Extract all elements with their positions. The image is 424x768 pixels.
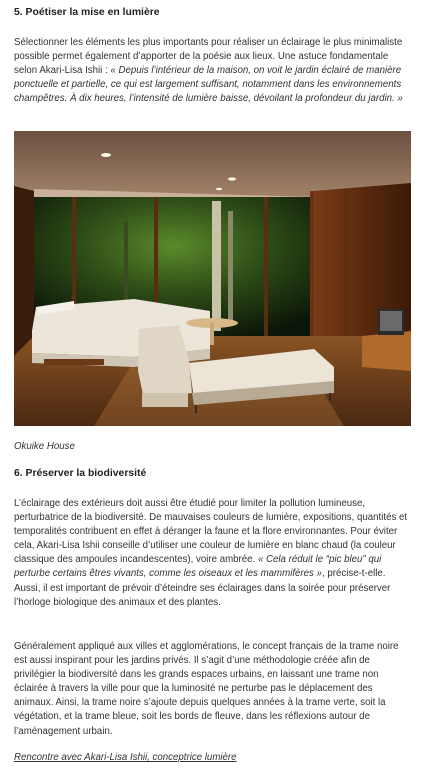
related-article-link[interactable]: Rencontre avec Akari-Lisa Ishii, conceptrice lumière — [14, 752, 237, 763]
paragraph-text-after: , précise-t-elle. Aussi, il est important de prévoir d’éteindre ses éclairages dans la soirée pour préserver l’horloge biologique des animaux et des plantes. — [14, 568, 391, 608]
section-6-paragraph-1 — [14, 497, 411, 610]
section-5-paragraph — [14, 36, 411, 106]
paragraph-text: Sélectionner les éléments les plus importants pour réaliser un éclairage le plus minimaliste possible permet également d’apporter de la poésie aux lieux. Une astuce fondamentale selon Akari-Lisa Ishii : — [14, 37, 403, 77]
section-heading-6: 6. Préserver la biodiversité — [14, 468, 147, 479]
bedroom-photo — [14, 131, 411, 426]
quote-text: « Cela réduit le “pic bleu” qui perturbe certains êtres vivants, comme les oiseaux et les mammifères » — [14, 554, 382, 580]
paragraph-text: L’éclairage des extérieurs doit aussi être étudié pour limiter la pollution lumineuse, perturbatrice de la biodiversité. De mauvaises couleurs de lumière, expositions, quantités et temporalités contribuent en effet à déranger la faune et la flore environnantes. Pour éviter cela, Akari-Lisa Ishii conseille d’utiliser une couleur de lumière en blanc chaud (la couleur classique des ampoules incandescentes), voire ambrée. — [14, 498, 408, 566]
photo-caption: Okuike House — [14, 441, 75, 452]
quote-text: « Depuis l’intérieur de la maison, on voit le jardin éclairé de manière ponctuelle et partielle, ce qui est largement suffisant, notamment dans les environnements champêtres. À dix heures, l’intensité de lumière baisse, dévoilant la profondeur du jardin. » — [14, 65, 403, 105]
section-heading-5: 5. Poétiser la mise en lumière — [14, 7, 160, 18]
section-6-paragraph-2: Généralement appliqué aux villes et agglomérations, le concept français de la trame noire est aussi inspirant pour les jardins privés. Il s’agit d’une méthodologie créée afin de privilégier la biodiversité dans les grands espaces urbains, en laissant une trame non éclairée à travers la ville pour que la luminosité ne perturbe pas le déplacement des animaux. Ainsi, la trame noire s’ajoute depuis quelques années à la trame verte, soit la végétation, et la trame bleue, soit les bords de fleuve, dans les réflexions autour de l’aménagement urbain. — [14, 641, 399, 737]
